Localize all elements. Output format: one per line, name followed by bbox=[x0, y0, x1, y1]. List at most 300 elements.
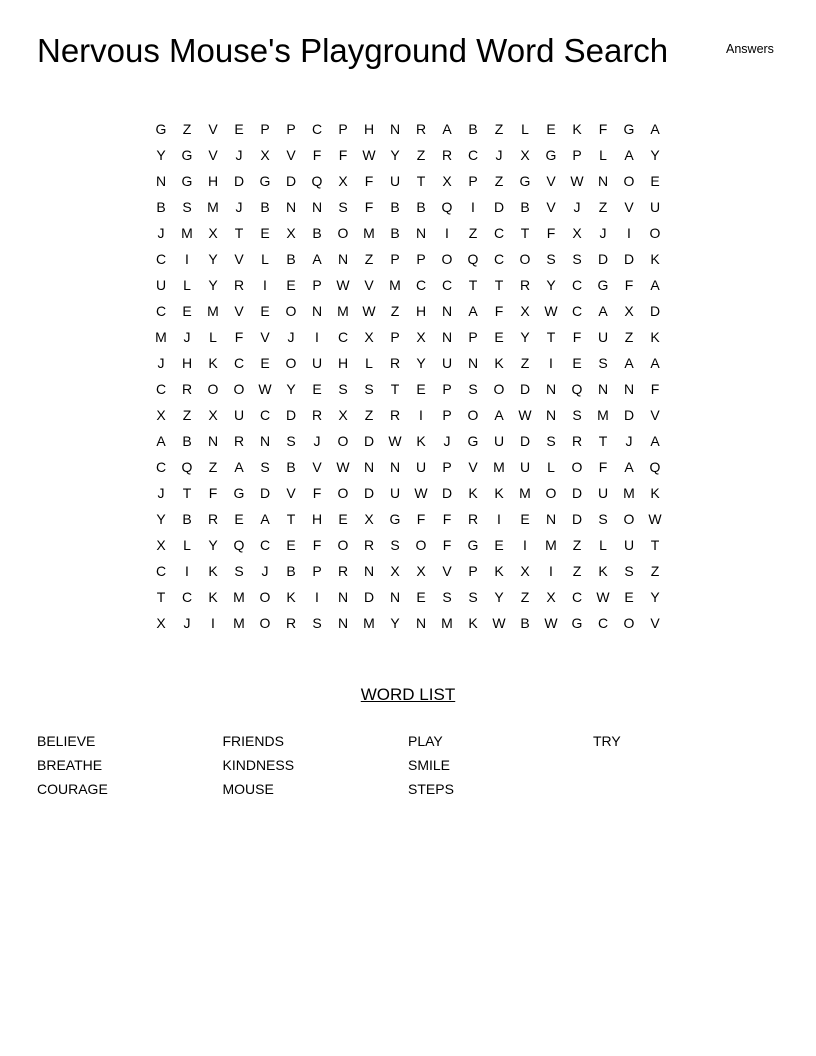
grid-cell: S bbox=[390, 537, 400, 553]
grid-cell: B bbox=[182, 433, 192, 449]
grid-cell: F bbox=[598, 121, 608, 137]
grid-row bbox=[148, 350, 668, 376]
grid-cell: O bbox=[649, 225, 661, 241]
grid-cell: X bbox=[520, 303, 530, 319]
grid-cell: D bbox=[519, 433, 531, 449]
grid-row bbox=[148, 584, 668, 610]
grid-cell: S bbox=[260, 459, 270, 475]
grid-cell: O bbox=[415, 537, 427, 553]
grid-cell: I bbox=[549, 355, 553, 371]
grid-cell: I bbox=[419, 407, 423, 423]
grid-row bbox=[148, 272, 668, 298]
grid-cell: G bbox=[389, 511, 401, 527]
grid-cell: S bbox=[624, 563, 634, 579]
grid-cell: H bbox=[311, 511, 323, 527]
grid-cell: E bbox=[650, 173, 660, 189]
grid-row bbox=[148, 220, 668, 246]
grid-cell: J bbox=[443, 433, 451, 449]
grid-cell: C bbox=[233, 355, 245, 371]
grid-cell: G bbox=[467, 433, 479, 449]
grid-cell: D bbox=[519, 381, 531, 397]
word-list-item: MOUSE bbox=[222, 781, 274, 797]
grid-cell: N bbox=[545, 407, 557, 423]
grid-cell: G bbox=[519, 173, 531, 189]
grid-cell: X bbox=[520, 563, 530, 579]
grid-cell: X bbox=[442, 173, 452, 189]
grid-cell: U bbox=[155, 277, 167, 293]
grid-cell: T bbox=[468, 277, 478, 293]
grid-cell: O bbox=[259, 615, 271, 631]
grid-cell: P bbox=[442, 381, 452, 397]
grid-cell: Q bbox=[649, 459, 661, 475]
grid-row bbox=[148, 142, 668, 168]
grid-cell: U bbox=[493, 433, 505, 449]
grid-cell: O bbox=[259, 589, 271, 605]
grid-cell: O bbox=[285, 355, 297, 371]
grid-cell: C bbox=[155, 563, 167, 579]
grid-cell: N bbox=[441, 329, 453, 345]
grid-cell: Z bbox=[624, 329, 634, 345]
grid-cell: T bbox=[286, 511, 296, 527]
grid-cell: N bbox=[545, 511, 557, 527]
grid-cell: V bbox=[208, 121, 218, 137]
grid-cell: K bbox=[208, 563, 218, 579]
grid-cell: C bbox=[571, 589, 583, 605]
word-list-item: BREATHE bbox=[37, 757, 103, 773]
grid-cell: Z bbox=[208, 459, 218, 475]
grid-cell: C bbox=[259, 407, 271, 423]
grid-cell: V bbox=[208, 147, 218, 163]
grid-cell: I bbox=[549, 563, 553, 579]
grid-cell: F bbox=[442, 511, 452, 527]
grid-cell: X bbox=[416, 329, 426, 345]
grid-cell: V bbox=[312, 459, 322, 475]
grid-cell: A bbox=[624, 355, 634, 371]
grid-cell: Z bbox=[182, 121, 192, 137]
grid-cell: M bbox=[493, 459, 505, 475]
grid-cell: W bbox=[362, 147, 376, 163]
grid-cell: X bbox=[364, 511, 374, 527]
grid-cell: O bbox=[441, 251, 453, 267]
word-list-item: BELIEVE bbox=[37, 733, 96, 749]
grid-cell: A bbox=[312, 251, 322, 267]
word-list-item: TRY bbox=[593, 733, 621, 749]
grid-cell: E bbox=[520, 511, 530, 527]
grid-cell: B bbox=[286, 251, 296, 267]
grid-cell: N bbox=[259, 433, 271, 449]
grid-cell: T bbox=[650, 537, 660, 553]
grid-cell: F bbox=[312, 485, 322, 501]
grid-cell: T bbox=[182, 485, 192, 501]
grid-cell: F bbox=[312, 147, 322, 163]
grid-cell: O bbox=[285, 303, 297, 319]
grid-cell: N bbox=[207, 433, 219, 449]
grid-cell: Q bbox=[571, 381, 583, 397]
grid-cell: Y bbox=[390, 615, 400, 631]
grid-cell: Z bbox=[390, 303, 400, 319]
grid-cell: L bbox=[599, 147, 607, 163]
grid-cell: G bbox=[545, 147, 557, 163]
grid-cell: A bbox=[650, 355, 660, 371]
grid-row bbox=[148, 324, 668, 350]
grid-cell: H bbox=[207, 173, 219, 189]
grid-cell: J bbox=[495, 147, 503, 163]
grid-cell: N bbox=[389, 121, 401, 137]
grid-cell: M bbox=[441, 615, 453, 631]
grid-cell: U bbox=[597, 329, 609, 345]
grid-cell: X bbox=[572, 225, 582, 241]
grid-cell: Y bbox=[520, 329, 530, 345]
grid-cell: A bbox=[624, 147, 634, 163]
grid-cell: M bbox=[363, 615, 375, 631]
grid-cell: P bbox=[468, 329, 478, 345]
grid-cell: F bbox=[442, 537, 452, 553]
grid-cell: S bbox=[182, 199, 192, 215]
word-list-item: KINDNESS bbox=[222, 757, 295, 773]
grid-cell: O bbox=[337, 225, 349, 241]
grid-cell: N bbox=[337, 251, 349, 267]
grid-cell: D bbox=[363, 589, 375, 605]
grid-row bbox=[148, 116, 668, 142]
grid-cell: B bbox=[390, 199, 400, 215]
grid-cell: Z bbox=[182, 407, 192, 423]
word-list-item: STEPS bbox=[408, 781, 454, 797]
grid-cell: C bbox=[259, 537, 271, 553]
grid-cell: G bbox=[623, 121, 635, 137]
grid-cell: D bbox=[571, 485, 583, 501]
grid-cell: A bbox=[598, 303, 608, 319]
grid-cell: B bbox=[182, 511, 192, 527]
grid-cell: T bbox=[156, 589, 166, 605]
grid-row bbox=[148, 506, 668, 532]
grid-cell: C bbox=[311, 121, 323, 137]
grid-cell: K bbox=[650, 251, 660, 267]
grid-cell: X bbox=[208, 225, 218, 241]
grid-cell: N bbox=[311, 199, 323, 215]
grid-cell: H bbox=[363, 121, 375, 137]
grid-cell: E bbox=[260, 303, 270, 319]
grid-cell: S bbox=[572, 251, 582, 267]
grid-cell: E bbox=[546, 121, 556, 137]
grid-cell: K bbox=[208, 355, 218, 371]
grid-cell: N bbox=[337, 589, 349, 605]
grid-cell: W bbox=[414, 485, 428, 501]
word-list-column bbox=[223, 732, 408, 804]
grid-cell: J bbox=[235, 199, 243, 215]
grid-cell: L bbox=[183, 277, 191, 293]
grid-cell: S bbox=[312, 615, 322, 631]
grid-cell: E bbox=[338, 511, 348, 527]
grid-cell: M bbox=[623, 485, 635, 501]
grid-cell: R bbox=[233, 277, 245, 293]
grid-cell: X bbox=[416, 563, 426, 579]
grid-cell: A bbox=[234, 459, 244, 475]
grid-cell: J bbox=[287, 329, 295, 345]
grid-cell: D bbox=[285, 173, 297, 189]
grid-row bbox=[148, 194, 668, 220]
grid-cell: C bbox=[337, 329, 349, 345]
grid-cell: P bbox=[442, 459, 452, 475]
grid-cell: T bbox=[520, 225, 530, 241]
grid-cell: S bbox=[546, 433, 556, 449]
grid-cell: O bbox=[337, 537, 349, 553]
grid-cell: N bbox=[545, 381, 557, 397]
grid-cell: S bbox=[598, 511, 608, 527]
grid-cell: E bbox=[494, 329, 504, 345]
grid-cell: G bbox=[181, 173, 193, 189]
grid-cell: P bbox=[390, 251, 400, 267]
grid-cell: J bbox=[573, 199, 581, 215]
grid-cell: K bbox=[650, 329, 660, 345]
grid-cell: A bbox=[650, 121, 660, 137]
grid-cell: E bbox=[572, 355, 582, 371]
grid-cell: E bbox=[312, 381, 322, 397]
grid-row bbox=[148, 402, 668, 428]
grid-cell: C bbox=[571, 303, 583, 319]
grid-cell: F bbox=[598, 459, 608, 475]
grid-cell: K bbox=[416, 433, 426, 449]
grid-cell: P bbox=[468, 563, 478, 579]
grid-cell: D bbox=[363, 485, 375, 501]
grid-cell: Y bbox=[156, 147, 166, 163]
grid-cell: E bbox=[416, 381, 426, 397]
grid-cell: C bbox=[155, 459, 167, 475]
grid-cell: B bbox=[260, 199, 270, 215]
grid-cell: E bbox=[286, 277, 296, 293]
grid-cell: R bbox=[311, 407, 323, 423]
grid-cell: X bbox=[208, 407, 218, 423]
word-list-item: SMILE bbox=[408, 757, 451, 773]
word-list-column bbox=[37, 732, 222, 804]
grid-cell: B bbox=[468, 121, 478, 137]
grid-cell: C bbox=[467, 147, 479, 163]
grid-cell: P bbox=[442, 407, 452, 423]
grid-cell: D bbox=[597, 251, 609, 267]
grid-cell: N bbox=[415, 615, 427, 631]
grid-cell: N bbox=[311, 303, 323, 319]
grid-row bbox=[148, 532, 668, 558]
grid-cell: Y bbox=[208, 537, 218, 553]
grid-cell: L bbox=[209, 329, 217, 345]
answers-label: Answers bbox=[726, 42, 774, 56]
grid-cell: H bbox=[337, 355, 349, 371]
grid-cell: D bbox=[623, 407, 635, 423]
grid-cell: B bbox=[520, 615, 530, 631]
grid-cell: F bbox=[572, 329, 582, 345]
grid-cell: Q bbox=[233, 537, 245, 553]
grid-cell: T bbox=[494, 277, 504, 293]
grid-cell: V bbox=[286, 485, 296, 501]
grid-cell: B bbox=[156, 199, 166, 215]
grid-cell: D bbox=[259, 485, 271, 501]
grid-cell: U bbox=[389, 173, 401, 189]
grid-cell: R bbox=[519, 277, 531, 293]
grid-cell: K bbox=[650, 485, 660, 501]
grid-cell: Q bbox=[467, 251, 479, 267]
grid-cell: D bbox=[623, 251, 635, 267]
grid-cell: M bbox=[181, 225, 193, 241]
grid-cell: O bbox=[623, 615, 635, 631]
grid-cell: F bbox=[338, 147, 348, 163]
grid-cell: B bbox=[416, 199, 426, 215]
grid-cell: W bbox=[258, 381, 272, 397]
grid-cell: N bbox=[155, 173, 167, 189]
grid-cell: L bbox=[261, 251, 269, 267]
grid-cell: U bbox=[519, 459, 531, 475]
grid-cell: A bbox=[260, 511, 270, 527]
grid-cell: E bbox=[234, 121, 244, 137]
grid-cell: X bbox=[286, 225, 296, 241]
grid-cell: M bbox=[233, 589, 245, 605]
grid-cell: D bbox=[571, 511, 583, 527]
grid-cell: V bbox=[286, 147, 296, 163]
grid-cell: O bbox=[467, 407, 479, 423]
grid-cell: F bbox=[650, 381, 660, 397]
grid-cell: R bbox=[181, 381, 193, 397]
grid-cell: B bbox=[390, 225, 400, 241]
grid-cell: N bbox=[415, 225, 427, 241]
grid-cell: K bbox=[494, 563, 504, 579]
grid-cell: E bbox=[624, 589, 634, 605]
grid-cell: Y bbox=[494, 589, 504, 605]
grid-cell: I bbox=[185, 251, 189, 267]
grid-cell: O bbox=[337, 433, 349, 449]
grid-cell: K bbox=[208, 589, 218, 605]
grid-cell: W bbox=[544, 303, 558, 319]
grid-cell: Z bbox=[494, 121, 504, 137]
grid-cell: W bbox=[648, 511, 662, 527]
grid-cell: D bbox=[233, 173, 245, 189]
grid-cell: V bbox=[364, 277, 374, 293]
grid-cell: X bbox=[156, 615, 166, 631]
grid-cell: T bbox=[234, 225, 244, 241]
grid-cell: K bbox=[598, 563, 608, 579]
grid-cell: W bbox=[544, 615, 558, 631]
letter-grid bbox=[148, 116, 668, 636]
grid-cell: J bbox=[183, 615, 191, 631]
grid-cell: N bbox=[623, 381, 635, 397]
grid-cell: M bbox=[207, 303, 219, 319]
grid-cell: O bbox=[207, 381, 219, 397]
grid-cell: G bbox=[467, 537, 479, 553]
grid-cell: Y bbox=[286, 381, 296, 397]
grid-cell: C bbox=[155, 251, 167, 267]
grid-cell: W bbox=[492, 615, 506, 631]
grid-cell: X bbox=[338, 173, 348, 189]
grid-cell: P bbox=[286, 121, 296, 137]
grid-cell: W bbox=[336, 459, 350, 475]
grid-cell: O bbox=[571, 459, 583, 475]
grid-cell: S bbox=[442, 589, 452, 605]
grid-cell: Q bbox=[311, 173, 323, 189]
grid-cell: K bbox=[572, 121, 582, 137]
grid-cell: T bbox=[416, 173, 426, 189]
grid-cell: D bbox=[363, 433, 375, 449]
grid-cell: I bbox=[185, 563, 189, 579]
grid-cell: O bbox=[623, 511, 635, 527]
grid-cell: P bbox=[338, 121, 348, 137]
grid-row bbox=[148, 428, 668, 454]
grid-cell: S bbox=[572, 407, 582, 423]
grid-cell: I bbox=[211, 615, 215, 631]
grid-cell: S bbox=[338, 381, 348, 397]
grid-cell: S bbox=[598, 355, 608, 371]
grid-cell: D bbox=[285, 407, 297, 423]
grid-cell: B bbox=[312, 225, 322, 241]
grid-cell: W bbox=[570, 173, 584, 189]
grid-cell: F bbox=[624, 277, 634, 293]
grid-cell: L bbox=[521, 121, 529, 137]
grid-cell: T bbox=[390, 381, 400, 397]
grid-cell: S bbox=[338, 199, 348, 215]
grid-cell: A bbox=[468, 303, 478, 319]
grid-cell: U bbox=[441, 355, 453, 371]
grid-cell: B bbox=[286, 563, 296, 579]
word-list-column bbox=[593, 732, 778, 756]
grid-cell: J bbox=[625, 433, 633, 449]
grid-cell: R bbox=[363, 537, 375, 553]
word-list-column bbox=[408, 732, 593, 804]
grid-cell: O bbox=[623, 173, 635, 189]
grid-cell: V bbox=[442, 563, 452, 579]
grid-cell: L bbox=[547, 459, 555, 475]
grid-cell: Q bbox=[181, 459, 193, 475]
grid-cell: K bbox=[494, 355, 504, 371]
grid-cell: I bbox=[471, 199, 475, 215]
grid-cell: V bbox=[650, 407, 660, 423]
grid-cell: R bbox=[389, 355, 401, 371]
grid-cell: A bbox=[624, 459, 634, 475]
grid-cell: W bbox=[388, 433, 402, 449]
grid-cell: C bbox=[415, 277, 427, 293]
grid-cell: L bbox=[183, 537, 191, 553]
grid-cell: I bbox=[315, 329, 319, 345]
grid-cell: E bbox=[494, 537, 504, 553]
grid-cell: T bbox=[598, 433, 608, 449]
grid-cell: F bbox=[208, 485, 218, 501]
grid-cell: I bbox=[523, 537, 527, 553]
grid-cell: X bbox=[156, 537, 166, 553]
grid-cell: K bbox=[286, 589, 296, 605]
grid-row bbox=[148, 480, 668, 506]
grid-cell: N bbox=[389, 589, 401, 605]
grid-cell: H bbox=[415, 303, 427, 319]
grid-cell: R bbox=[285, 615, 297, 631]
grid-cell: D bbox=[649, 303, 661, 319]
grid-cell: M bbox=[519, 485, 531, 501]
grid-cell: Z bbox=[468, 225, 478, 241]
grid-cell: E bbox=[416, 589, 426, 605]
grid-cell: V bbox=[468, 459, 478, 475]
grid-cell: I bbox=[315, 589, 319, 605]
grid-cell: Y bbox=[650, 147, 660, 163]
grid-cell: Z bbox=[364, 251, 374, 267]
grid-cell: U bbox=[311, 355, 323, 371]
grid-cell: Y bbox=[546, 277, 556, 293]
grid-cell: C bbox=[597, 615, 609, 631]
grid-cell: F bbox=[234, 329, 244, 345]
grid-cell: P bbox=[572, 147, 582, 163]
grid-cell: Z bbox=[494, 173, 504, 189]
word-list-item: PLAY bbox=[408, 733, 443, 749]
grid-cell: G bbox=[181, 147, 193, 163]
grid-cell: R bbox=[441, 147, 453, 163]
grid-cell: V bbox=[260, 329, 270, 345]
grid-cell: R bbox=[337, 563, 349, 579]
grid-cell: Y bbox=[156, 511, 166, 527]
grid-cell: W bbox=[518, 407, 532, 423]
grid-cell: R bbox=[467, 511, 479, 527]
